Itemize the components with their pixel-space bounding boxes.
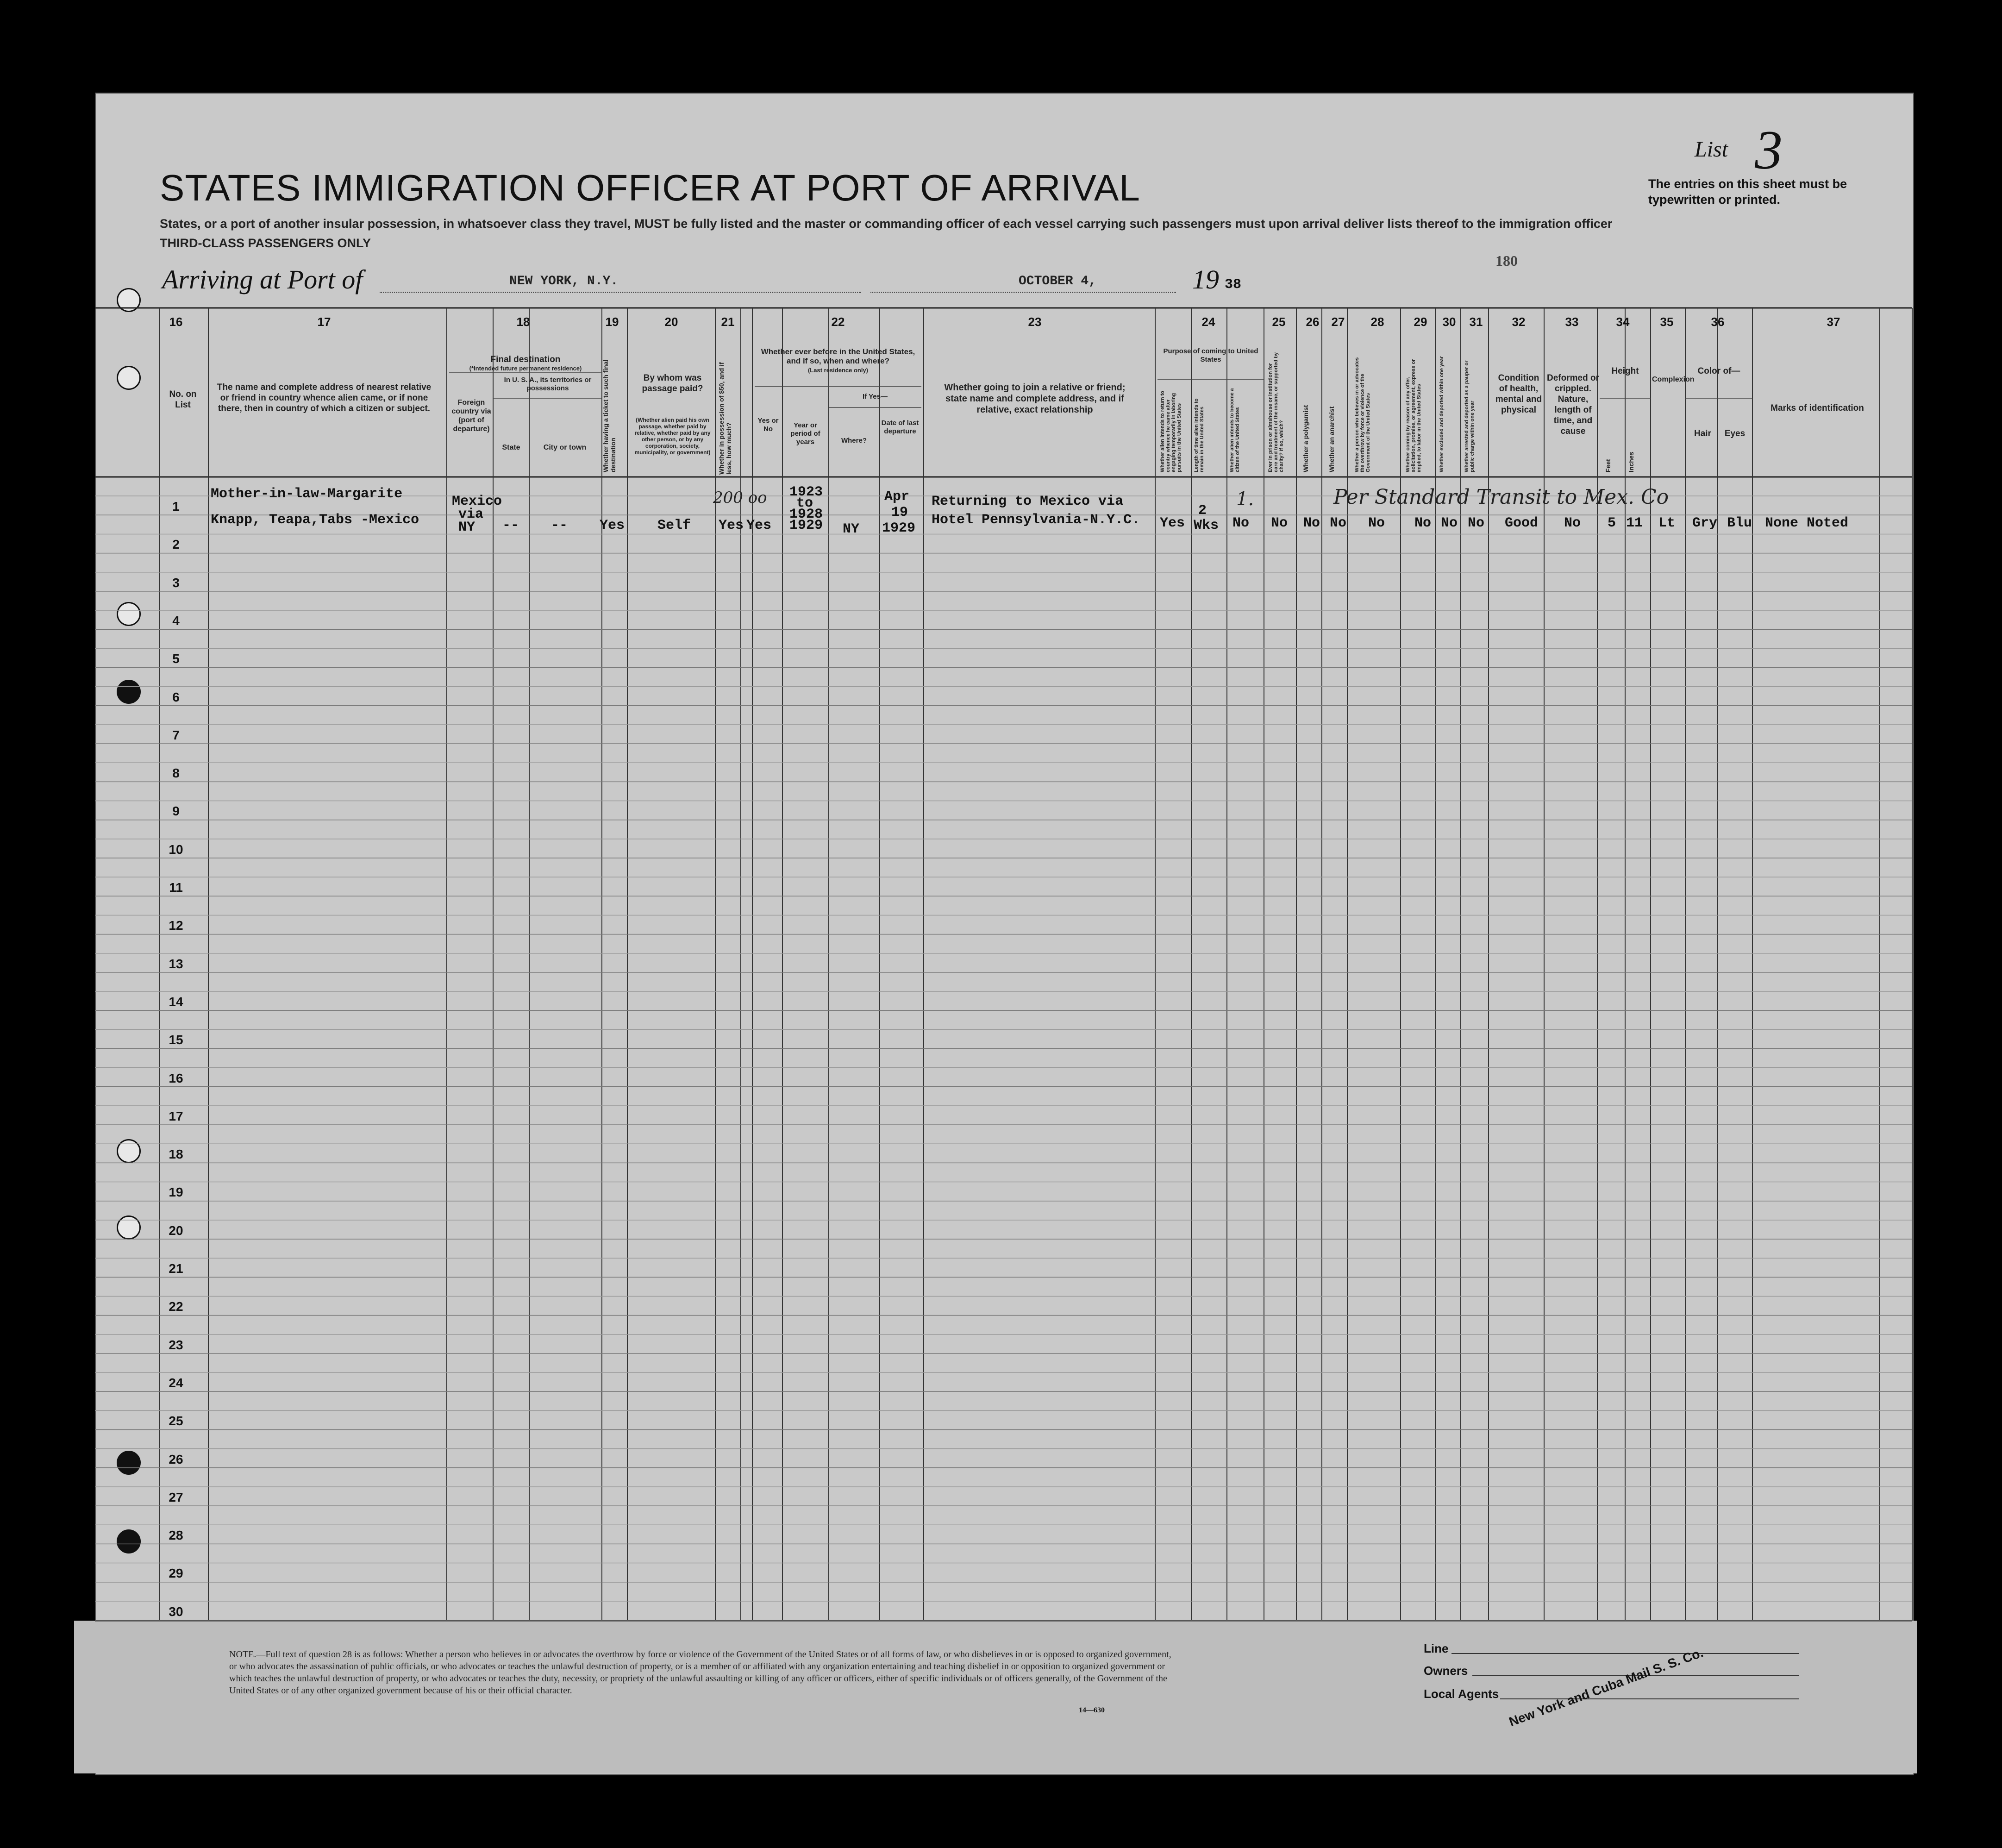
header-where: Where? bbox=[841, 437, 867, 445]
line-label: Line bbox=[1424, 1641, 1449, 1655]
header-feet: Feet bbox=[1604, 459, 1612, 472]
entry-relative-line2: Knapp, Teapa,Tabs -Mexico bbox=[211, 512, 419, 528]
stamp-number: 180 bbox=[1495, 252, 1518, 269]
entry-joining-2: Hotel Pennsylvania-N.Y.C. bbox=[932, 512, 1140, 528]
agent-stamp: New York and Cuba Mail S. S. Co. bbox=[1507, 1645, 1705, 1729]
header-complexion: Complexion bbox=[1652, 376, 1695, 383]
col-number-26: 26 bbox=[1306, 315, 1320, 329]
col-number-30: 30 bbox=[1442, 315, 1456, 329]
header-deformed: Deformed or crippled. Nature, length of time, and cause bbox=[1547, 373, 1599, 436]
col-number-16: 16 bbox=[169, 315, 183, 329]
header-purpose: Purpose of coming to United States bbox=[1163, 347, 1258, 363]
row-number: 18 bbox=[169, 1147, 183, 1162]
header-no-on-list: No. on List bbox=[169, 389, 197, 410]
entry-prison: No bbox=[1271, 515, 1288, 531]
header-final-destination bbox=[451, 354, 600, 372]
row-number: 27 bbox=[169, 1490, 183, 1504]
entry-money-handwritten: 200 oo bbox=[713, 489, 767, 507]
row-number: 7 bbox=[172, 727, 180, 742]
entry-departure-3: 1929 bbox=[882, 520, 916, 536]
col-number-17: 17 bbox=[317, 315, 331, 329]
footnote: NOTE.—Full text of question 28 is as follows: Whether a person who believes in or advocates the overthrow by force or violence of the Government of the United States or of all forms of law, or who disbelieves in or is opposed to organized government, or who advocates the assassination of public officials, or who advocates or teaches the unlawful destruction of property, or is a member of or affiliated with any organization entertaining and teaching disbelief in or opposition to organized government or which teaches the unlawful destruction of property, or who advocates or teaches the duty, necessity, or propriety of the unlawful assaulting or killing of any officer or officers, either of specific individuals or of officers generally, of the Government of the United States or of any other organized government because of his or their official character. bbox=[229, 1649, 1171, 1696]
col-number-31: 31 bbox=[1469, 315, 1483, 329]
header-arrested: Whether arrested and deported as a pauper or public charge within one year bbox=[1464, 360, 1475, 472]
header-labor: Whether coming by reason of any offer, solicitation, promise, or agreement, express or implied, to labor in the United States bbox=[1405, 359, 1422, 472]
owners-label: Owners bbox=[1424, 1664, 1468, 1678]
row-number: 19 bbox=[169, 1185, 183, 1200]
port-value: NEW YORK, N.Y. bbox=[509, 274, 619, 288]
header-purpose-length: Length of time alien intends to remain in the United States bbox=[1194, 398, 1205, 472]
col-number-25: 25 bbox=[1272, 315, 1286, 329]
entry-city: -- bbox=[551, 518, 568, 533]
col-number-36: 36 bbox=[1711, 315, 1725, 329]
list-label: List bbox=[1695, 137, 1728, 162]
header-before-in-us bbox=[755, 347, 921, 375]
entry-deformed: No bbox=[1564, 515, 1581, 531]
row-number: 29 bbox=[169, 1566, 183, 1581]
row-number: 8 bbox=[172, 766, 180, 781]
header-state: State bbox=[502, 444, 520, 451]
col-number-21: 21 bbox=[721, 315, 735, 329]
row-number: 30 bbox=[169, 1604, 183, 1619]
header-health: Condition of health, mental and physical bbox=[1495, 373, 1542, 415]
entry-citizen: No bbox=[1232, 515, 1250, 531]
header-excluded: Whether excluded and deported within one year bbox=[1439, 356, 1445, 472]
col-number-19: 19 bbox=[605, 315, 619, 329]
header-purpose-return: Whether alien intends to return to country whence he came after engaging temporarily in laboring pursuits in the United States bbox=[1160, 390, 1182, 472]
entry-labor: No bbox=[1414, 515, 1432, 531]
entry-anarchist: No bbox=[1330, 515, 1347, 531]
row-number: 5 bbox=[172, 651, 180, 666]
header-foreign-country: Foreign country via (port of departure) bbox=[451, 399, 491, 433]
entry-state: -- bbox=[502, 518, 519, 533]
entry-excluded: No bbox=[1441, 515, 1458, 531]
entry-years-1: 1923 bbox=[789, 484, 823, 500]
row-number: 4 bbox=[172, 613, 180, 628]
before-in-us-title: Whether ever before in the United States, and if so, when and where? bbox=[761, 347, 915, 365]
entry-before-in-us: Yes bbox=[746, 518, 772, 533]
col-number-20: 20 bbox=[664, 315, 678, 329]
col-number-37: 37 bbox=[1827, 315, 1840, 329]
passenger-class: THIRD-CLASS PASSENGERS ONLY bbox=[160, 236, 371, 250]
col-number-22: 22 bbox=[831, 315, 845, 329]
col-number-32: 32 bbox=[1512, 315, 1526, 329]
row-number: 3 bbox=[172, 575, 180, 590]
header-overthrow: Whether a person who believes in or advocates the overthrow by force or violence of the Government of the United States bbox=[1354, 357, 1371, 472]
row-number: 6 bbox=[172, 689, 180, 704]
before-in-us-sub: (Last residence only) bbox=[807, 367, 869, 374]
row-number: 23 bbox=[169, 1337, 183, 1352]
entry-length-2: Wks bbox=[1194, 518, 1219, 533]
agents-field bbox=[1500, 1698, 1799, 1699]
header-purpose-citizen: Whether alien intends to become a citizen of the United States bbox=[1229, 388, 1240, 472]
entry-polygamist: No bbox=[1303, 515, 1320, 531]
entry-foreign-country-3: NY bbox=[458, 520, 475, 535]
entry-purpose-return: Yes bbox=[1160, 515, 1185, 531]
year-suffix: 38 bbox=[1225, 277, 1242, 293]
entry-citizen-hand: 1. bbox=[1236, 489, 1254, 510]
row-number: 20 bbox=[169, 1223, 183, 1238]
list-number: 3 bbox=[1755, 119, 1783, 181]
header-inches: Inches bbox=[1627, 451, 1635, 472]
header-if-yes: If Yes— bbox=[863, 393, 888, 401]
header-marks: Marks of identification bbox=[1771, 403, 1864, 413]
agents-label: Local Agents bbox=[1424, 1687, 1499, 1701]
entry-departure-1: Apr bbox=[884, 489, 910, 505]
entry-passage-paid: Self bbox=[657, 518, 691, 533]
row-number: 12 bbox=[169, 918, 183, 933]
row-number: 9 bbox=[172, 804, 180, 819]
entry-health: Good bbox=[1505, 515, 1539, 531]
header-yes-no: Yes or No bbox=[757, 417, 779, 433]
header-prison: Ever in prison or almshouse or institution for care and treatment of the insane, or supported by charity? If so, which? bbox=[1268, 352, 1284, 472]
entry-where: NY bbox=[843, 521, 860, 537]
entry-complexion: Lt bbox=[1658, 515, 1676, 531]
row-number: 11 bbox=[169, 880, 183, 895]
row-number: 26 bbox=[169, 1452, 183, 1466]
entry-years-2: to bbox=[796, 495, 813, 511]
row-number: 28 bbox=[169, 1528, 183, 1543]
row-number: 2 bbox=[172, 537, 180, 552]
year-prefix: 19 bbox=[1192, 264, 1219, 294]
date-value: OCTOBER 4, bbox=[1019, 274, 1097, 288]
entry-overthrow: No bbox=[1368, 515, 1385, 531]
row-number: 17 bbox=[169, 1109, 183, 1123]
row-number: 16 bbox=[169, 1071, 183, 1085]
form-code: 14—630 bbox=[1079, 1706, 1105, 1714]
entry-length-1: 2 bbox=[1198, 503, 1207, 519]
col-number-24: 24 bbox=[1201, 315, 1215, 329]
header-in-usa: In U. S. A., its territories or possessions bbox=[504, 376, 592, 392]
header-polygamist: Whether a polygamist bbox=[1302, 405, 1309, 472]
col-number-35: 35 bbox=[1660, 315, 1674, 329]
row-number: 21 bbox=[169, 1261, 183, 1276]
header-years: Year or period of years bbox=[790, 421, 820, 446]
entry-ticket: Yes bbox=[600, 518, 625, 533]
header-passage-sub: (Whether alien paid his own passage, whether paid by relative, whether paid by any other person, or by any corporation, society, municipality, or government) bbox=[634, 417, 711, 456]
header-money: Whether in possession of $50, and if less, how much? bbox=[718, 362, 732, 475]
entry-foreign-country-2: via bbox=[458, 507, 484, 522]
header-color: Color of— bbox=[1697, 366, 1740, 376]
final-destination-sub: (*Intended future permanent residence) bbox=[469, 365, 582, 372]
col-number-34: 34 bbox=[1616, 315, 1630, 329]
row-number: 14 bbox=[169, 994, 183, 1009]
entry-inches: 11 bbox=[1626, 515, 1643, 531]
header-height: Height bbox=[1611, 366, 1639, 376]
entry-feet: 5 bbox=[1608, 515, 1616, 531]
row-number: 10 bbox=[169, 842, 183, 857]
header-departure: Date of last departure bbox=[881, 419, 919, 435]
header-ticket: Whether having a ticket to such final destination bbox=[602, 359, 617, 472]
subtitle-line: States, or a port of another insular possession, in whatsoever class they travel, MUST be fully listed and the master or commanding officer of each vessel carrying such passengers must upon arrival deliver lists thereof to the immigration officer bbox=[160, 217, 1613, 231]
entry-money: Yes bbox=[719, 518, 744, 533]
row-number: 24 bbox=[169, 1375, 183, 1390]
header-passage-title: By whom was passage paid? bbox=[642, 373, 703, 394]
entry-foreign-country-1: Mexico bbox=[452, 494, 502, 509]
final-destination-title: Final destination bbox=[490, 355, 561, 364]
col-number-27: 27 bbox=[1331, 315, 1345, 329]
entry-years-3: 1928 bbox=[789, 507, 823, 522]
entry-joining-1: Returning to Mexico via bbox=[932, 494, 1124, 509]
row-number: 25 bbox=[169, 1414, 183, 1428]
header-city: City or town bbox=[543, 444, 587, 451]
entry-years-4: 1929 bbox=[789, 518, 823, 533]
header-joining: Whether going to join a relative or friend; state name and complete address, and if relative, exact relationship bbox=[944, 382, 1126, 415]
row-number: 13 bbox=[169, 956, 183, 971]
entry-departure-2: 19 bbox=[891, 505, 908, 520]
entry-handwritten-note: Per Standard Transit to Mex. Co bbox=[1333, 485, 1669, 509]
header-hair: Hair bbox=[1694, 429, 1711, 439]
entry-eyes: Blu bbox=[1727, 515, 1752, 531]
header-relative: The name and complete address of nearest relative or friend in country whence alien came, or if none there, then in country of which a citizen or subject. bbox=[217, 382, 432, 413]
page-title: STATES IMMIGRATION OFFICER AT PORT OF ARRIVAL bbox=[160, 167, 1140, 208]
arriving-label: Arriving at Port of bbox=[162, 264, 363, 294]
col-number-23: 23 bbox=[1028, 315, 1042, 329]
row-number: 22 bbox=[169, 1299, 183, 1314]
entry-relative-line1: Mother-in-law-Margarite bbox=[211, 486, 403, 502]
col-number-18: 18 bbox=[516, 315, 530, 329]
col-number-28: 28 bbox=[1370, 315, 1384, 329]
row-number: 15 bbox=[169, 1033, 183, 1047]
col-number-29: 29 bbox=[1414, 315, 1427, 329]
header-eyes: Eyes bbox=[1724, 429, 1745, 439]
col-number-33: 33 bbox=[1565, 315, 1579, 329]
header-anarchist: Whether an anarchist bbox=[1328, 406, 1335, 472]
entry-arrested: No bbox=[1468, 515, 1485, 531]
row-number: 1 bbox=[172, 499, 180, 514]
entry-hair: Gry bbox=[1692, 515, 1718, 531]
instruction-text: The entries on this sheet must be typewritten or printed. bbox=[1648, 177, 1847, 207]
line-field bbox=[1451, 1653, 1799, 1654]
entry-marks: None Noted bbox=[1765, 515, 1849, 531]
